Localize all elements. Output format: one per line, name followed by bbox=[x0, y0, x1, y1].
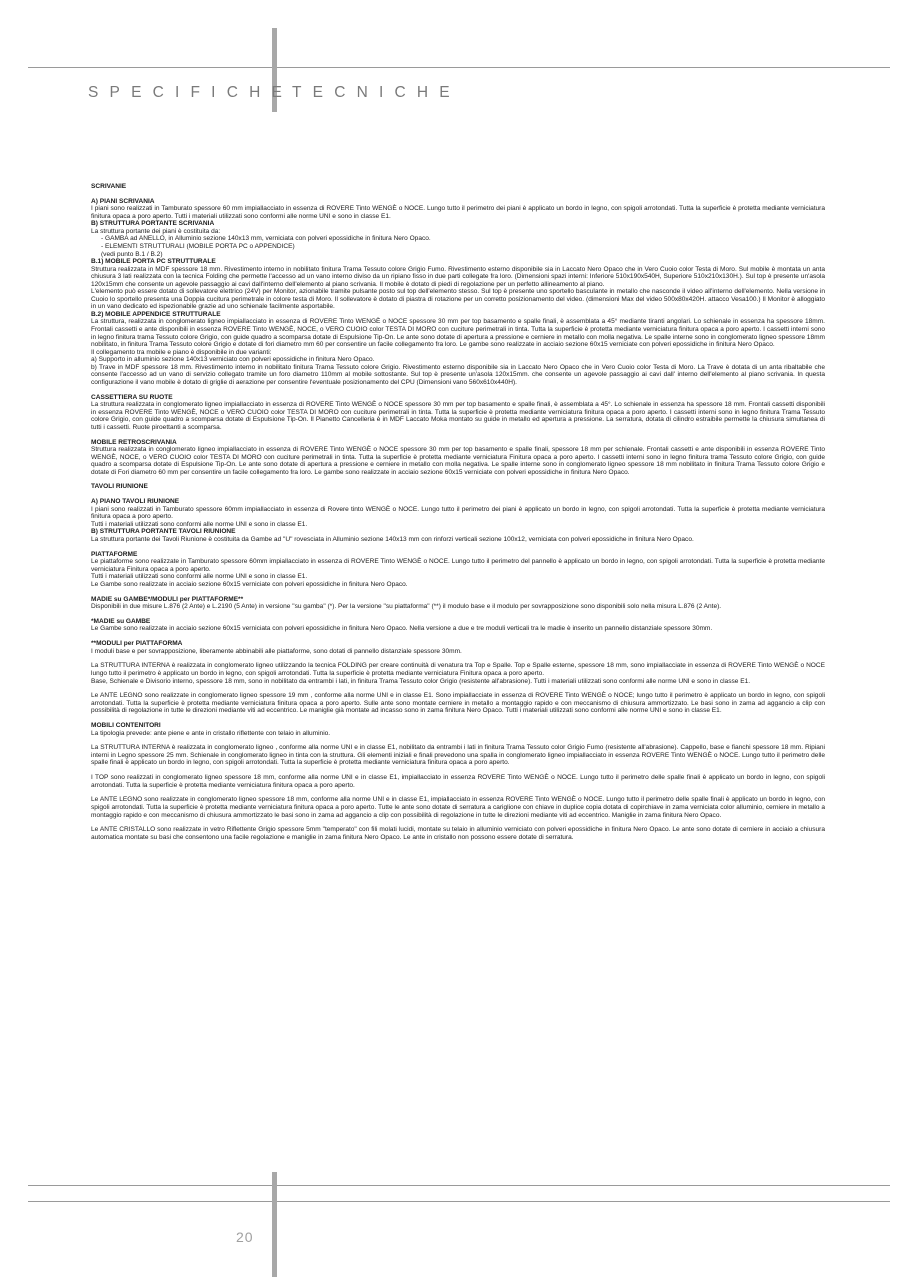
paragraph: Tutti i materiali utilizzati sono conformi alle norme UNI e sono in classe E1. bbox=[91, 573, 308, 581]
footer-rule-top bbox=[28, 1185, 890, 1186]
paragraph-gap bbox=[91, 611, 825, 618]
section-heading: TAVOLI RIUNIONE bbox=[91, 483, 148, 491]
paragraph-gap bbox=[91, 543, 825, 550]
paragraph: b) Trave in MDF spessore 18 mm. Rivestimento interno in nobilitato finitura Trama Tessuto colore Grigio. Rivestimento esterno disponibile sia in Laccato Nero Opaco che in Vero Cuoio color Testa di Moro. La Trave è dotata di un anta ribaltabile che consente l'accesso ad un vano di servizio collegato tramite un foro diametro 110mm al mobile sottostante. Sul top è presente un'asola 120x15mm. che consente un agevole passaggio ai cavi dall' interno dell'elemento al piano scrivania. In questa configurazione il vano mobile è dotato di griglie di aerazione per consentire l'eventuale posizionamento del CPU (Dimensioni vano 560x610x440H). bbox=[91, 363, 825, 386]
paragraph: Tutti i materiali utilizzati sono conformi alle norme UNI e sono in classe E1. bbox=[91, 520, 308, 528]
paragraph: I piani sono realizzati in Tamburato spessore 60 mm impiallacciato in essenza di ROVERE Tinto WENGÈ o NOCE. Lungo tutto il perimetro dei piani è applicato un bordo in legno, con spigoli arrotondati. Tutta la superficie è protetta mediante verniciatura finitura opaca a poro aperto. Tutti i materiali utilizzati sono conformi alle norme UNI e sono in classe E1. bbox=[91, 205, 825, 220]
paragraph-gap bbox=[91, 431, 825, 438]
footer-divider-bar bbox=[272, 1172, 277, 1277]
paragraph: La struttura, realizzata in conglomerato ligneo impiallacciato in essenza di ROVERE Tinto WENGÈ o NOCE spessore 30 mm per top basamento e spalle finali, è assemblata a 45° mediante tiranti angolari. Lo schienale in essenza ha spessore 18mm. Frontali cassetti e ante disponibili in essenza ROVERE Tinto WENGÈ, NOCE, o VERO CUOIO color TESTA DI MORO con cuciture perimetrali in tinta. Tutta la superficie è protetta mediante verniciatura finitura opaca a poro aperto. I cassetti interni sono in legno finitura trama Tessuto colore Grigio, con guide quadro a scomparsa dotate di Espulsione Tip-On. Le ante sono dotate di apertura a pressione e cerniere in metallo con molla negativa. Le spalle interne sono in conglomerato ligneo spessore 18mm nobilitato, in finitura Trama Tessuto colore Grigio e dotate di fori diametro mm 60 per consentire un facile collegamento fra loro. Le gambe sono realizzate in acciaio sezione 60x15 verniciate con polveri epossidiche in finitura Nero Opaco. bbox=[91, 318, 825, 349]
paragraph: Struttura realizzata in conglomerato ligneo impiallacciato in essenza di ROVERE Tinto WENGÈ o NOCE spessore 30 mm per top basamento e spalle finali, spessore 18 mm per schienale. Frontali cassetti e ante disponibili in essenza ROVERE Tinto WENGÈ, NOCE, o VERO CUOIO color TESTA DI MORO con cuciture perimetrali in tinta. Tutta la superficie è protetta mediante verniciatura Finitura opaca a poro aperto. I cassetti interni sono in legno finitura trama Tessuto colore Grigio, con guide quadro a scomparsa dotate di Espulsione Tip-On. Le ante sono dotate di apertura a pressione e cerniere in metallo con molla negativa. Le spalle interne sono in conglomerato ligneo spessore 18 mm nobilitato in finitura Trama Tessuto colore Grigio e dotate di Fori diametro 60 mm per consentire un facile collegamento fra loro. Le gambe sono realizzate in acciaio sezione 60x15 verniciate con polveri epossidiche in finitura Nero Opaco. bbox=[91, 446, 825, 476]
section-heading: B) STRUTTURA PORTANTE TAVOLI RIUNIONE bbox=[91, 528, 236, 536]
paragraph: La struttura realizzata in conglomerato ligneo impiallacciato in essenza di ROVERE Tinto WENGÈ o NOCE spessore 30 mm per top basamento e spalle finali, è assemblata a 45°. Lo schienale in essenza ha spessore 18 mm. Frontali cassetti disponibili in essenza ROVERE Tinto WENGÈ, NOCE o VERO CUOIO color TESTA DI MORO con cuciture perimetrali in tinta. Tutta la superficie è protetta mediante verniciatura finitura opaca a poro aperto. I cassetti interni sono in legno finitura Trama Tessuto colore Grigio, con guide quadro a scomparsa dotate di Espulsione Tip-On. Il Pianetto Cancelleria è in MDF Laccato Moka montato su guide in metallo ed apertura a pressione. La serratura, dotata di cilindro estraibile permette la chiusura simultanea di tutti i cassetti. Ruote piroettanti a scomparsa. bbox=[91, 401, 825, 431]
paragraph: Le ANTE LEGNO sono realizzate in conglomerato ligneo spessore 18 mm, conforme alla norme UNI e in classe E1, impiallacciato in essenza ROVERE Tinto WENGÈ o NOCE. Lungo tutto il perimetro delle spalle finali è applicato un bordo in legno, con spigoli arrotondati. Tutta la superficie è protetta mediante verniciatura finitura opaca a poro aperto. Tutte le ante sono dotate di serratura a cariglione con chiave in duplice copia dotata di copirchiave in zama verniciata color alluminio, cerniere in metallo a montaggio rapido e con meccanismo di chiusura ammortizzato le basi sono in zama ad aggancio a clip con possibilità di regolazione in tutte le direzioni mediante viti ad eccentrico. Maniglie in zama finitura Nero Opaco. bbox=[91, 796, 825, 819]
paragraph: Struttura realizzata in MDF spessore 18 mm. Rivestimento interno in nobilitato finitura Trama Tessuto colore Grigio Fumo. Rivestimento esterno disponibile sia in Laccato Nero Opaco che in Vero Cuoio color Testa di Moro. Sul mobile è montata un anta chiusura 3 lati realizzata con la tecnica Folding che permette l'accesso ad un vano interno diviso da un ripiano fisso in due parti collegate fra loro. (Dimensioni spazi interni: Inferiore 510x190x540H, Superiore 510x210x130H.). Sul top è presente un'asola 120x15mm che consente un agevole passaggio ai cavi dall'interno dell'elemento al piano scrivania. Il mobile è dotato di piedi di regolazione per un perfetto allineamento al piano. bbox=[91, 265, 825, 288]
paragraph: a) Supporto in alluminio sezione 140x13 verniciato con polveri epossidiche in finitura Nero Opaco. bbox=[91, 356, 375, 364]
paragraph: Disponibili in due misure L.876 (2 Ante) e L.2190 (5 Ante) in versione "su gamba" (*). Per la versione "su piattaforma" (**) il modulo base e il modulo per sovrapposizione sono disponibili solo nella misura L.876 (2 Ante). bbox=[91, 603, 722, 611]
paragraph: Base, Schienale e Divisorio interno, spessore 18 mm, sono in nobilitato da entrambi i lati, in finitura Trama Tessuto color Grigio (resistente all'abrasione). Tutti i materiali utilizzati sono conformi alle norme UNI e sono in classe E1. bbox=[91, 677, 751, 685]
section-heading: A) PIANI SCRIVANIA bbox=[91, 197, 155, 205]
section-heading: A) PIANO TAVOLI RIUNIONE bbox=[91, 498, 180, 506]
paragraph-gap bbox=[91, 819, 825, 826]
paragraph-gap bbox=[91, 191, 825, 198]
section-heading: B) STRUTTURA PORTANTE SCRIVANIA bbox=[91, 220, 215, 228]
section-heading: CASSETTIERA SU RUOTE bbox=[91, 393, 173, 401]
paragraph-gap bbox=[91, 737, 825, 744]
paragraph: Le piattaforme sono realizzate in Tamburato spessore 60mm impiallacciato in essenza di ROVERE Tinto WENGÈ o NOCE. Lungo tutto il perimetro del pannello è applicato un bordo in legno, con spigoli arrotondati. Tutta la superficie è protetta mediante verniciatura Finitura opaca a poro aperto. bbox=[91, 558, 825, 573]
section-heading: MOBILI CONTENITORI bbox=[91, 722, 161, 730]
paragraph: Le ANTE CRISTALLO sono realizzate in vetro Riflettente Grigio spessore 5mm "temperato" con fili molati lucidi, montate su telaio in alluminio verniciato con polveri epossidiche in finitura Nero Opaco. Le ante sono dotate di cerniere in acciaio a chiusura automatica montate su basi che consentono una facile regolazione e maniglie in zama finitura Nero Opaco. Le ante in cristallo non possono essere dotate di serratura. bbox=[91, 826, 825, 841]
spec-text-body bbox=[91, 183, 825, 841]
paragraph-gap bbox=[91, 633, 825, 640]
footer-rule-bottom bbox=[28, 1201, 890, 1202]
paragraph: La STRUTTURA INTERNA è realizzata in conglomerato ligneo , conforme alla norme UNI e in classe E1, nobilitato da entrambi i lati in finitura Trama Tessuto color Grigio Fumo (resistente all'abrasione). Cappello, base e fianchi spessore 18 mm. Ripiani interni in Legno spessore 25 mm. Schienale in conglomerato ligneo in tinta con la struttura. Gli elementi iniziali e finali prevedono una spalla in conglomerato ligneo impiallacciato in essenza ROVERE Tinto WENGÈ o NOCE. Lungo tutto il perimetro delle spalle finali è applicato un bordo in legno, con spigoli arrotondati. Tutta la superficie è protetta mediante verniciatura finitura opaca a poro aperto. bbox=[91, 744, 825, 767]
paragraph: Il collegamento tra mobile e piano è disponibile in due varianti: bbox=[91, 348, 272, 356]
paragraph: I piani sono realizzati in Tamburato spessore 60mm impiallacciato in essenza di Rovere tinto WENGÈ o NOCE. Lungo tutto il perimetro dei piani è applicato un bordo in legno, con spigoli arrotondati. Tutta la superficie è protetta mediante verniciatura finitura opaca a poro aperto. bbox=[91, 505, 825, 521]
paragraph: I moduli base e per sovrapposizione, liberamente abbinabili alle piattaforme, sono dotati di pannello distanziale spessore 30mm. bbox=[91, 647, 462, 655]
paragraph: La tipologia prevede: ante piene e ante in cristallo riflettente con telaio in alluminio. bbox=[91, 729, 331, 737]
paragraph: La struttura portante dei piani è costituita da: bbox=[91, 227, 221, 235]
paragraph-gap bbox=[91, 491, 825, 498]
section-heading: *MADIE su GAMBE bbox=[91, 617, 151, 625]
paragraph: Le ANTE LEGNO sono realizzate in conglomerato ligneo spessore 19 mm , conforme alla norme UNI e in classe E1. Sono impiallacciate in essenza di ROVERE Tinto WENGÈ o NOCE; lungo tutto il perimetro è applicato un bordo in legno, con spigoli arrotondati. Tutta la superficie è protetta mediante verniciatura finitura opaca a poro aperto. Sulle ante sono montate cerniere in metallo a montaggio rapido e con meccanismo di chiusura ammortizzato. Le basi sono in zama ad aggancio a clip con possibilità di regolazione in tutte le direzioni mediante viti ad eccentrico. Le maniglie già montate ad incasso sono in zama finitura Nero Opaco. Tutti i materiali utilizzati sono conformi alle norme UNI e sono in classe E1. bbox=[91, 692, 825, 715]
section-title-left: SPECIFICHE bbox=[88, 84, 294, 101]
paragraph-gap bbox=[91, 386, 825, 393]
header-rule bbox=[28, 67, 890, 68]
paragraph: - GAMBA ad ANELLO, in Alluminio sezione 140x13 mm, verniciata con polveri epossidiche in finitura Nero Opaco. bbox=[101, 235, 431, 243]
paragraph: Le Gambe sono realizzate in acciaio sezione 60x15 verniciate con polveri epossidiche in finitura Nero Opaco. bbox=[91, 580, 408, 588]
paragraph: I TOP sono realizzati in conglomerato ligneo spessore 18 mm, conforme alla norme UNI e in classe E1, impiallacciato in essenza ROVERE Tinto WENGÈ o NOCE. Lungo tutto il perimetro delle spalle finali è applicato un bordo in legno, con spigoli arrotondati. Tutta la superficie è protetta mediante verniciatura finitura opaca a poro aperto. bbox=[91, 774, 825, 789]
paragraph-gap bbox=[91, 715, 825, 722]
paragraph: - ELEMENTI STRUTTURALI (MOBILE PORTA PC o APPENDICE) bbox=[101, 243, 295, 251]
section-heading: B.1) MOBILE PORTA PC STRUTTURALE bbox=[91, 258, 216, 266]
section-title-right: TECNICHE bbox=[292, 84, 461, 101]
paragraph: L'elemento può essere dotato di sollevatore elettrico (24V) per Monitor, azionabile tramite pulsante posto sul top dell'elemento stesso. Sul top è presente uno sportello basculante in metallo che nasconde il video all'interno dell'elemento. Nella versione in Cuoio lo sportello presenta una Doppia cucitura perimetrale in colore testa di Moro. Il sollevatore è dotato di piastra di rotazione per un corretto posizionamento del video. (dimensioni Max del video 500x80x420H. attacco Vesa100.) Il Monitor è alloggiato in un vano dedicato ed ispezionabile grazie ad uno schienale facilmente asportabile. bbox=[91, 288, 825, 311]
page-number: 20 bbox=[236, 1229, 254, 1245]
section-heading: B.2) MOBILE APPENDICE STRUTTURALE bbox=[91, 310, 221, 318]
paragraph: Le Gambe sono realizzate in acciaio sezione 60x15 verniciata con polveri epossidiche in finitura Nero Opaco. Nella versione a due e tre moduli verticali tra le madie è inserito un pannello distanziale spessore 30mm. bbox=[91, 625, 713, 633]
section-heading: MOBILE RETROSCRIVANIA bbox=[91, 438, 177, 446]
section-heading: PIATTAFORME bbox=[91, 550, 138, 558]
section-heading: MADIE su GAMBE*/MODULI per PIATTAFORME** bbox=[91, 595, 244, 603]
paragraph: (vedi punto B.1 / B.2) bbox=[101, 250, 163, 258]
paragraph: La STRUTTURA INTERNA è realizzata in conglomerato ligneo utilizzando la tecnica FOLDING per creare continuità di venatura tra Top e Spalle. Top e Spalle esterne, spessore 18 mm, sono impiallacciate in essenza di ROVERE Tinto WENGÈ o NOCE lungo tutto il perimetro è applicato un bordo in legno, con spigoli arrotondati. Tutta la superficie è protetta mediante verniciatura Finitura opaca a poro aperto. bbox=[91, 662, 825, 677]
paragraph: La struttura portante dei Tavoli Riunione è costituita da Gambe ad "U" rovesciata in Alluminio sezione 140x13 mm con rinforzi verticali sezione 100x12, verniciata con polveri epossidiche in finitura Nero Opaco. bbox=[91, 535, 694, 543]
paragraph-gap bbox=[91, 476, 825, 483]
paragraph-gap bbox=[91, 588, 825, 595]
section-heading: SCRIVANIE bbox=[91, 183, 127, 190]
section-heading: **MODULI per PIATTAFORMA bbox=[91, 640, 183, 648]
